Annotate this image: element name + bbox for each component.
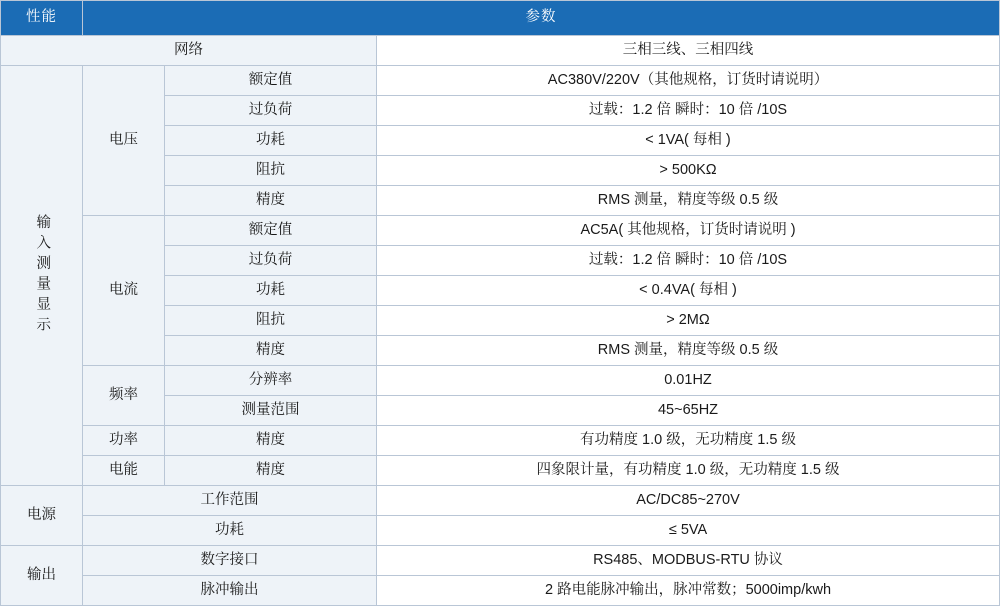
table-row — [1, 216, 1000, 246]
row-label: 分辨率 — [165, 366, 377, 396]
table-row — [1, 66, 1000, 96]
row-label: 阻抗 — [165, 306, 377, 336]
row-value: AC/DC85~270V — [377, 486, 1000, 516]
row-value: 过载：1.2 倍 瞬时：10 倍 /10S — [377, 96, 1000, 126]
row-value: > 2MΩ — [377, 306, 1000, 336]
table-body — [1, 36, 1000, 606]
row-label: 额定值 — [165, 66, 377, 96]
row-label: 精度 — [165, 186, 377, 216]
row-value-network: 三相三线、三相四线 — [377, 36, 1000, 66]
row-label: 测量范围 — [165, 396, 377, 426]
group-label-output: 输出 — [1, 546, 83, 606]
row-value: RMS 测量，精度等级 0.5 级 — [377, 186, 1000, 216]
row-value: 45~65HZ — [377, 396, 1000, 426]
row-label-network: 网络 — [1, 36, 377, 66]
table-header — [1, 1, 1000, 36]
row-label: 精度 — [165, 336, 377, 366]
row-label: 精度 — [165, 456, 377, 486]
group-label-input-measure-display — [1, 66, 83, 486]
row-value: > 500KΩ — [377, 156, 1000, 186]
row-label: 功耗 — [165, 126, 377, 156]
row-value: RS485、MODBUS-RTU 协议 — [377, 546, 1000, 576]
row-label: 过负荷 — [165, 96, 377, 126]
row-value: 四象限计量，有功精度 1.0 级，无功精度 1.5 级 — [377, 456, 1000, 486]
table-row — [1, 576, 1000, 606]
group-label-text: 输入测量显示 — [34, 214, 51, 337]
row-label: 额定值 — [165, 216, 377, 246]
row-value: AC380V/220V（其他规格，订货时请说明） — [377, 66, 1000, 96]
table-row — [1, 36, 1000, 66]
row-label: 功耗 — [165, 276, 377, 306]
row-label: 工作范围 — [83, 486, 377, 516]
subgroup-label-energy: 电能 — [83, 456, 165, 486]
row-value: 2 路电能脉冲输出，脉冲常数；5000imp/kwh — [377, 576, 1000, 606]
subgroup-label-frequency: 频率 — [83, 366, 165, 426]
row-value: AC5A( 其他规格，订货时请说明 ) — [377, 216, 1000, 246]
subgroup-label-voltage: 电压 — [83, 66, 165, 216]
row-value: 有功精度 1.0 级，无功精度 1.5 级 — [377, 426, 1000, 456]
table-row — [1, 366, 1000, 396]
row-label: 数字接口 — [83, 546, 377, 576]
row-label: 阻抗 — [165, 156, 377, 186]
row-value: ≤ 5VA — [377, 516, 1000, 546]
row-value: < 0.4VA( 每相 ) — [377, 276, 1000, 306]
row-label: 过负荷 — [165, 246, 377, 276]
table-row — [1, 486, 1000, 516]
row-label: 功耗 — [83, 516, 377, 546]
table-row — [1, 546, 1000, 576]
row-value: 过载：1.2 倍 瞬时：10 倍 /10S — [377, 246, 1000, 276]
row-value: RMS 测量，精度等级 0.5 级 — [377, 336, 1000, 366]
row-label: 精度 — [165, 426, 377, 456]
table-row — [1, 426, 1000, 456]
header-performance: 性能 — [1, 1, 83, 36]
row-value: 0.01HZ — [377, 366, 1000, 396]
table-row — [1, 456, 1000, 486]
row-label: 脉冲输出 — [83, 576, 377, 606]
table-header-row — [1, 1, 1000, 36]
subgroup-label-power: 功率 — [83, 426, 165, 456]
group-label-power-supply: 电源 — [1, 486, 83, 546]
row-value: < 1VA( 每相 ) — [377, 126, 1000, 156]
subgroup-label-current: 电流 — [83, 216, 165, 366]
header-parameter: 参数 — [83, 1, 1000, 36]
table-row — [1, 516, 1000, 546]
